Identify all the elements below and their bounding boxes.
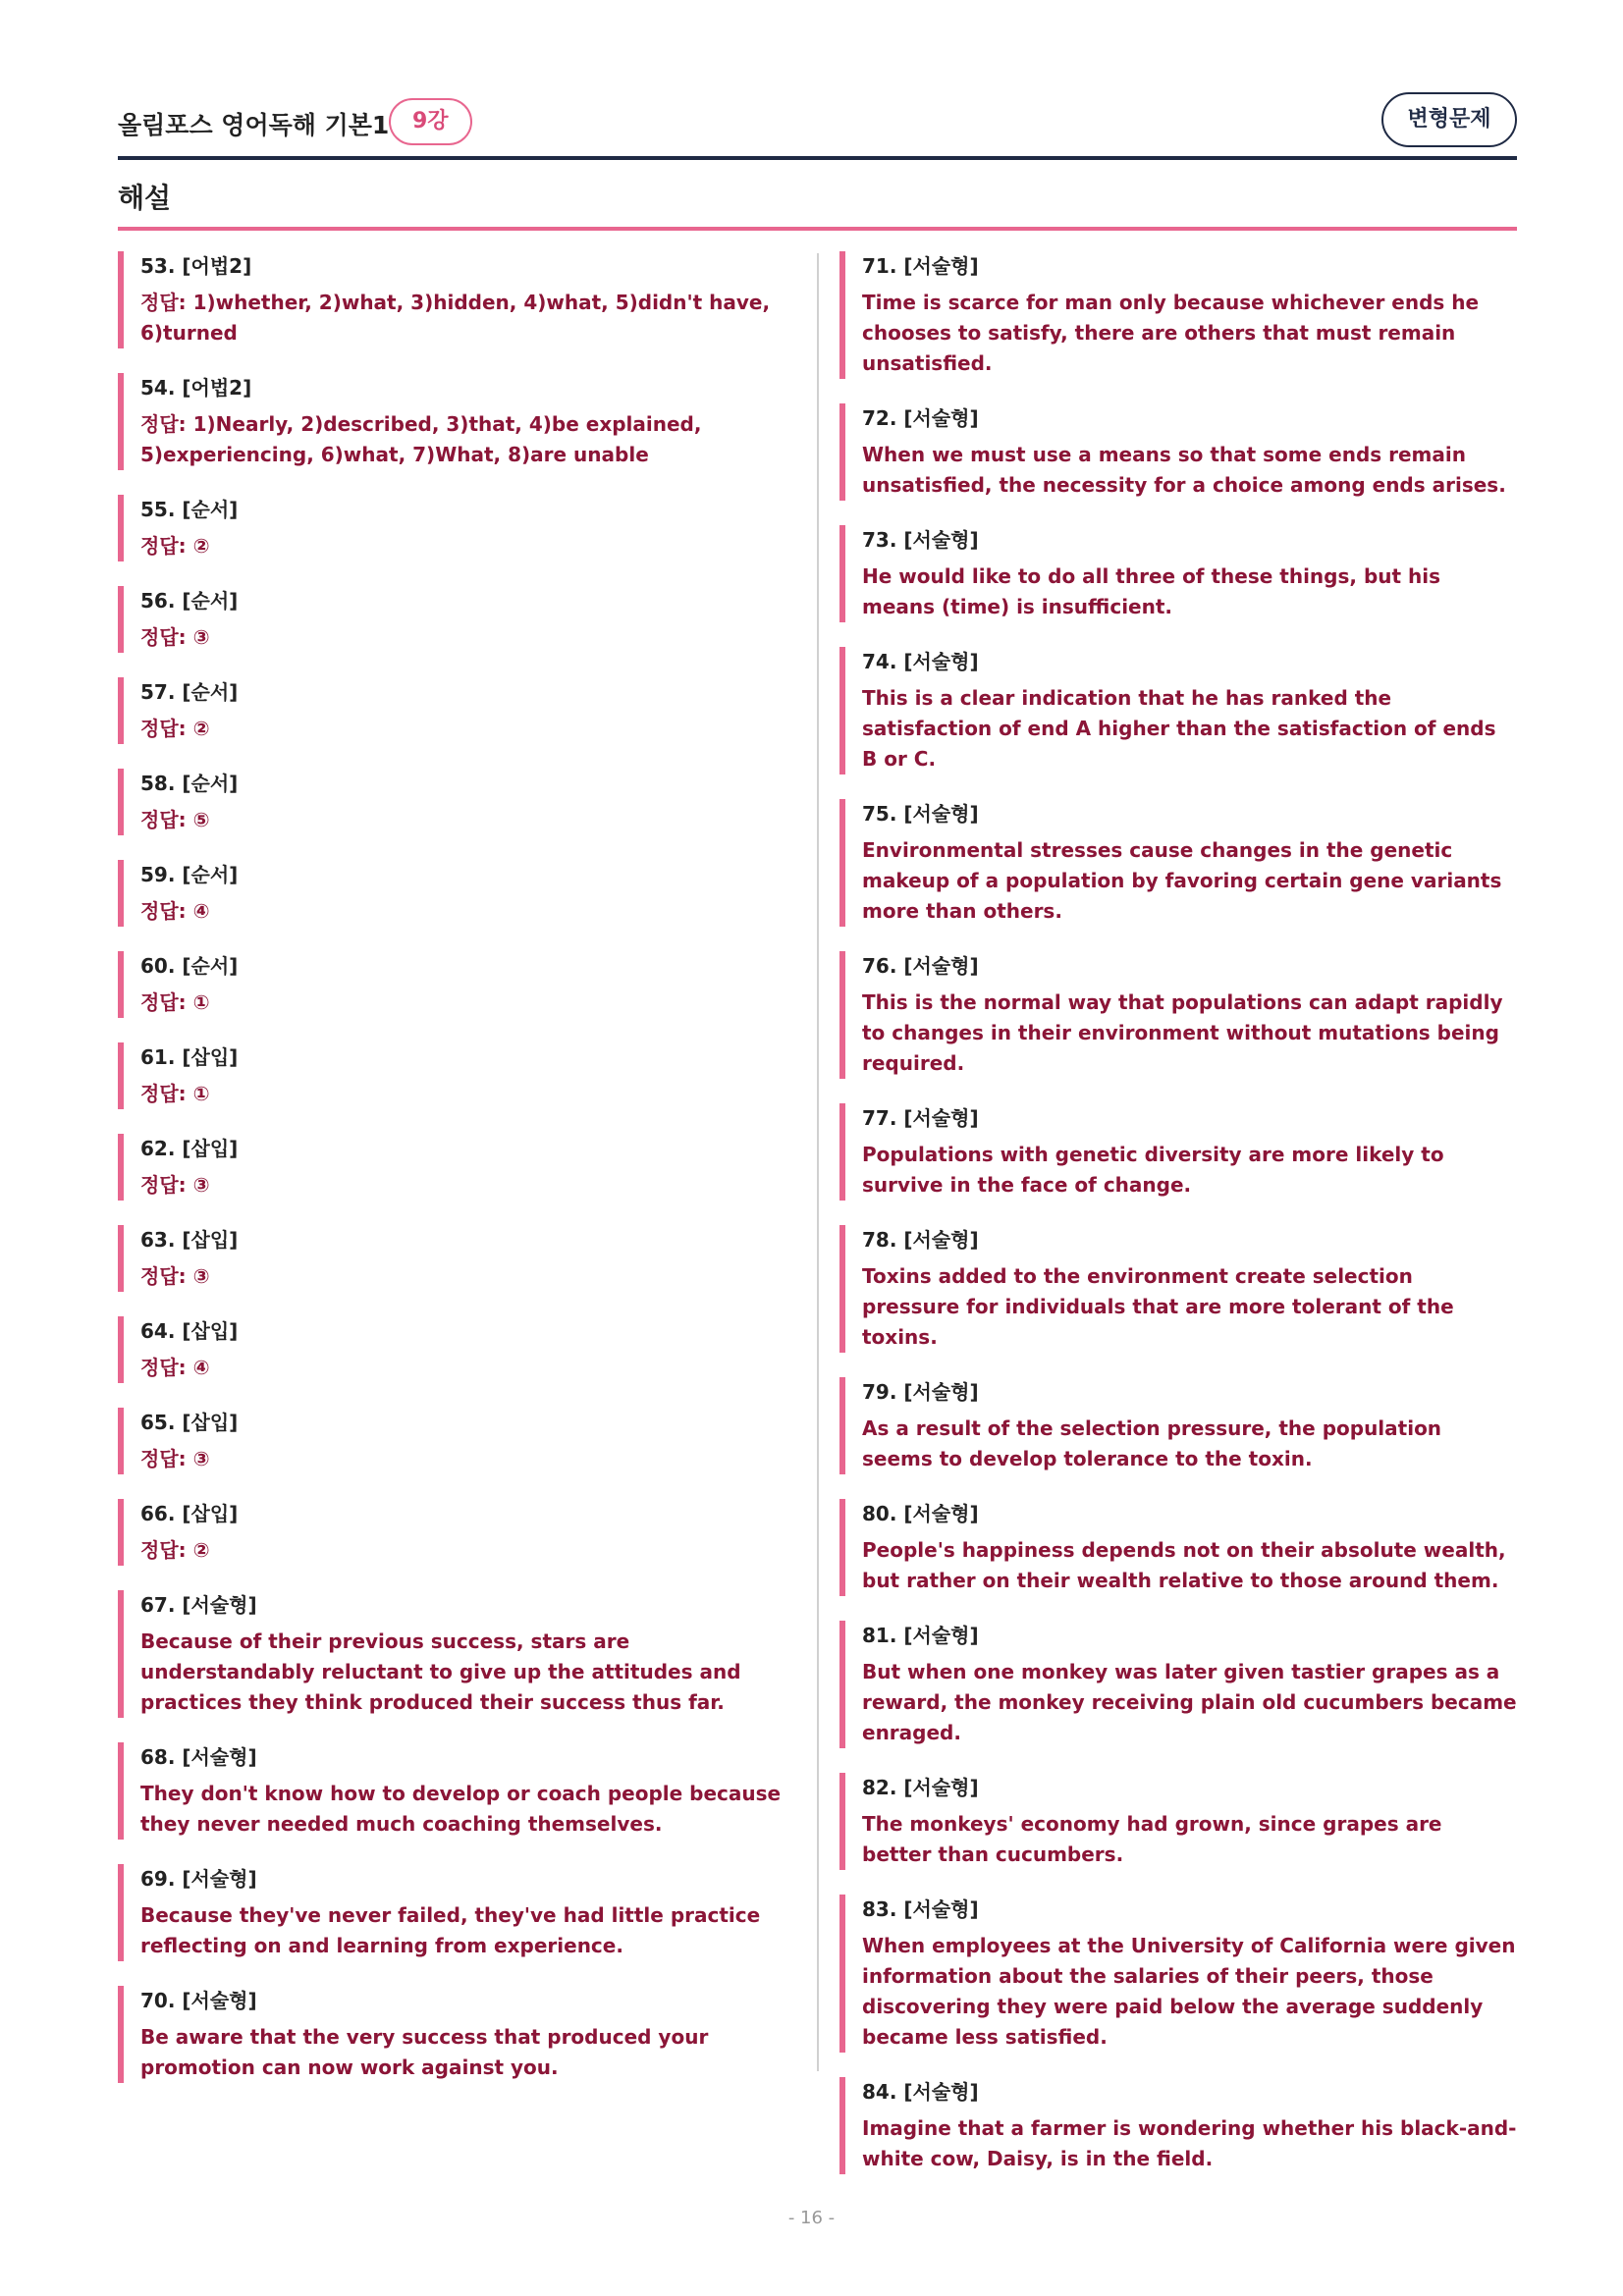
answer-item	[118, 1316, 795, 1383]
answer-item	[118, 1134, 795, 1201]
question-label: 66. [삽입]	[140, 1502, 239, 1525]
answer-item	[118, 586, 795, 653]
question-label: 70. [서술형]	[140, 1989, 257, 2012]
column-divider	[817, 253, 819, 2071]
answer-text: Toxins added to the environment create selection pressure for individuals that are more tolerant of the toxins.	[862, 1264, 1454, 1349]
lesson-badge: 9강	[389, 98, 472, 145]
question-label: 62. [삽입]	[140, 1137, 239, 1160]
answer-item	[839, 403, 1517, 501]
question-label: 72. [서술형]	[862, 406, 979, 430]
question-label: 84. [서술형]	[862, 2080, 979, 2104]
question-label: 78. [서술형]	[862, 1228, 979, 1252]
answer-text: 정답: ②	[140, 534, 210, 558]
answer-text: Be aware that the very success that produced your promotion can now work against you.	[140, 2025, 709, 2079]
answer-text: When we must use a means so that some ends remain unsatisfied, the necessity for a choice among ends arises.	[862, 443, 1506, 497]
answer-item	[118, 1499, 795, 1566]
question-label: 68. [서술형]	[140, 1745, 257, 1769]
answer-item	[118, 373, 795, 470]
answer-item	[118, 951, 795, 1018]
question-label: 63. [삽입]	[140, 1228, 239, 1252]
answer-item	[118, 1408, 795, 1474]
answer-text: 정답: ⑤	[140, 808, 210, 831]
answer-item	[118, 860, 795, 927]
page-number: - 16 -	[787, 2208, 836, 2228]
question-label: 59. [순서]	[140, 863, 239, 886]
section-rule	[118, 227, 1517, 231]
answer-text: They don't know how to develop or coach people because they never needed much coaching themselves.	[140, 1782, 782, 1836]
answer-text: Because of their previous success, stars are understandably reluctant to give up the attitudes and practices they think produced their success thus far.	[140, 1629, 741, 1714]
answer-item	[839, 1621, 1517, 1748]
question-label: 54. [어법2]	[140, 376, 252, 400]
answer-text: 정답: ③	[140, 1173, 210, 1197]
question-label: 79. [서술형]	[862, 1380, 979, 1404]
answer-text: 정답: ②	[140, 717, 210, 740]
question-label: 56. [순서]	[140, 589, 239, 613]
question-label: 57. [순서]	[140, 680, 239, 704]
answer-item	[118, 1864, 795, 1961]
question-label: 71. [서술형]	[862, 254, 979, 278]
header-rule	[118, 156, 1517, 160]
problem-type-badge: 변형문제	[1381, 92, 1517, 147]
question-label: 61. [삽입]	[140, 1045, 239, 1069]
question-label: 83. [서술형]	[862, 1897, 979, 1921]
answer-item	[839, 951, 1517, 1079]
answer-text: 정답: 1)whether, 2)what, 3)hidden, 4)what, 5)didn't have, 6)turned	[140, 291, 771, 345]
question-label: 65. [삽입]	[140, 1411, 239, 1434]
answer-item	[118, 1590, 795, 1718]
answer-item	[118, 251, 795, 348]
answer-item	[118, 1042, 795, 1109]
section-title: 해설	[118, 182, 172, 214]
answer-item	[118, 1986, 795, 2083]
answer-text: 정답: ③	[140, 625, 210, 649]
answer-item	[839, 1225, 1517, 1353]
answer-item	[839, 1103, 1517, 1201]
answer-item	[118, 495, 795, 561]
answer-text: 정답: ④	[140, 1356, 210, 1379]
question-label: 64. [삽입]	[140, 1319, 239, 1343]
answer-item	[839, 2077, 1517, 2174]
answer-text: People's happiness depends not on their absolute wealth, but rather on their wealth relative to those around them.	[862, 1538, 1506, 1592]
question-label: 80. [서술형]	[862, 1502, 979, 1525]
answer-item	[839, 1377, 1517, 1474]
question-label: 74. [서술형]	[862, 650, 979, 673]
question-label: 81. [서술형]	[862, 1624, 979, 1647]
question-label: 76. [서술형]	[862, 954, 979, 978]
answer-text: Populations with genetic diversity are more likely to survive in the face of change.	[862, 1143, 1444, 1197]
answer-item	[839, 251, 1517, 379]
question-label: 75. [서술형]	[862, 802, 979, 826]
answer-text: 정답: 1)Nearly, 2)described, 3)that, 4)be explained, 5)experiencing, 6)what, 7)What, 8)are unable	[140, 412, 702, 466]
question-label: 82. [서술형]	[862, 1776, 979, 1799]
answer-text: 정답: ②	[140, 1538, 210, 1562]
answer-item	[839, 1773, 1517, 1870]
question-label: 73. [서술형]	[862, 528, 979, 552]
question-label: 77. [서술형]	[862, 1106, 979, 1130]
answer-text: He would like to do all three of these things, but his means (time) is insufficient.	[862, 564, 1441, 618]
answer-item	[118, 1742, 795, 1840]
answer-text: The monkeys' economy had grown, since grapes are better than cucumbers.	[862, 1812, 1442, 1866]
book-title: 올림포스 영어독해 기본1	[118, 111, 390, 139]
question-label: 69. [서술형]	[140, 1867, 257, 1891]
answer-text: 정답: ③	[140, 1447, 210, 1470]
answer-item	[839, 647, 1517, 774]
answer-item	[839, 799, 1517, 927]
left-column	[118, 251, 795, 2108]
question-label: 67. [서술형]	[140, 1593, 257, 1617]
question-label: 60. [순서]	[140, 954, 239, 978]
answer-text: Imagine that a farmer is wondering whether his black-and-white cow, Daisy, is in the field.	[862, 2116, 1517, 2170]
answer-text: 정답: ①	[140, 1082, 210, 1105]
answer-item	[839, 1499, 1517, 1596]
answer-item	[839, 1895, 1517, 2053]
answer-text: Because they've never failed, they've had little practice reflecting on and learning from experience.	[140, 1903, 761, 1957]
question-label: 58. [순서]	[140, 772, 239, 795]
answer-text: Environmental stresses cause changes in the genetic makeup of a population by favoring certain gene variants more than others.	[862, 838, 1502, 923]
answer-item	[118, 769, 795, 835]
answer-item	[118, 1225, 795, 1292]
right-column	[839, 251, 1517, 2199]
question-label: 55. [순서]	[140, 498, 239, 521]
answer-item	[118, 677, 795, 744]
answer-text: But when one monkey was later given tastier grapes as a reward, the monkey receiving plain old cucumbers became enraged.	[862, 1660, 1517, 1744]
answer-text: When employees at the University of California were given information about the salaries of their peers, those discovering they were paid below the average suddenly became less satisfied.	[862, 1934, 1516, 2049]
answer-text: This is the normal way that populations can adapt rapidly to changes in their environment without mutations being required.	[862, 990, 1503, 1075]
answer-item	[839, 525, 1517, 622]
answer-text: 정답: ①	[140, 990, 210, 1014]
page-header	[118, 96, 1517, 155]
answer-text: 정답: ④	[140, 899, 210, 923]
answer-text: Time is scarce for man only because whichever ends he chooses to satisfy, there are others that must remain unsatisfied.	[862, 291, 1480, 375]
question-label: 53. [어법2]	[140, 254, 252, 278]
answer-text: As a result of the selection pressure, the population seems to develop tolerance to the toxin.	[862, 1416, 1442, 1470]
answer-text: This is a clear indication that he has ranked the satisfaction of end A higher than the satisfaction of ends B or C.	[862, 686, 1496, 771]
answer-text: 정답: ③	[140, 1264, 210, 1288]
